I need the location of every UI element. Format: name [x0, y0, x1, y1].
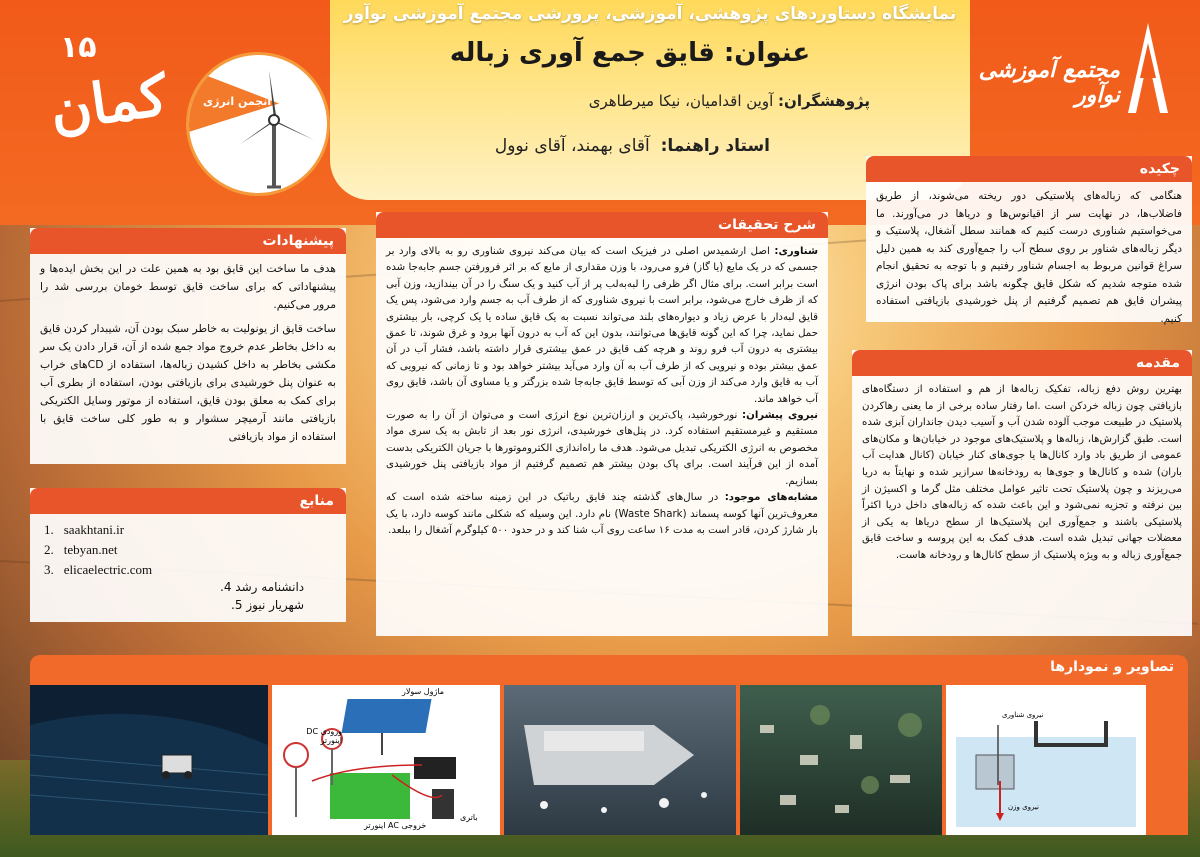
- source-num: 4.: [220, 580, 232, 594]
- gallery-heading: تصاویر و نمودارها: [1050, 659, 1174, 675]
- sources-fa-list: [220, 578, 304, 614]
- buoyancy-text: اصل ارشمیدس اصلی در فیزیک است که بیان می‌کند نیروی شناوری رو به بالای وارد بر جسمی که در یک مایع (یا گاز) فرو می‌رود، با وزن مقداری از مایع که بر اثر فرورفتن جسم جابه‌جا شده است برابر است. برای مثال اگر ظرفی را لبه‌به‌لب پر از آب کنید و یک سنگ را در آن بیندازید، وزن آبی که از ظرف خارج می‌شود، برابر است با نیروی شناوری که از طرف آب به جسم وارد می‌شود، پس یک قایق لبه‌دار با عرض زیاد و دیواره‌های بلند می‌تواند نسبت به یک قایق ساده یا یک کرچی، بار بیشتری حمل نماید، چرا که این گونه قایق‌ها می‌توانند، بدون این که آب به درون آنها برود و غرق شوند، تا عمق بیشتری به درون آب فرو روند و هرچه کف قایق در عمق بیشتری قرار داشته باشد، فشار آب در آن عمق بیشتر بوده و نیرویی که از طرف آب به آن وارد می‌آید بیشتر خواهد بود و تا زمانی که نیرویی که آب به قایق وارد می‌کند از وزن آبی که توسط قایق جابه‌جا شده بزرگتر و یا مساوی آن باشد، قایق روی آب خواهد ماند.: [386, 246, 818, 405]
- circuit-diagram-image: [272, 685, 500, 835]
- abstract-heading: چکیده: [866, 156, 1192, 182]
- boat-render-image: [30, 685, 268, 835]
- kamaan-number: ۱۵: [60, 30, 97, 65]
- buoyancy-label: نیروی شناوری: [1002, 711, 1044, 719]
- waste-shark-icon: [504, 685, 736, 835]
- intro-heading: مقدمه: [852, 350, 1192, 376]
- propulsion-label: نیروی پیشران:: [742, 410, 818, 422]
- dc-in-label: ورودی DC اینورتر: [306, 727, 342, 745]
- sources-en-list: [30, 514, 346, 586]
- source-item: [220, 578, 304, 596]
- pollution-image: [740, 685, 942, 835]
- similar-label: مشابه‌های موجود:: [724, 492, 818, 504]
- research-similar: [386, 490, 818, 539]
- school-brand: مجتمع آموزشی نوآور: [978, 58, 1120, 108]
- researchers-line: [589, 92, 870, 110]
- buoyancy-diagram-image: [946, 685, 1146, 835]
- wind-turbine-icon: [229, 65, 319, 190]
- source-link[interactable]: elicaelectric.com: [63, 562, 153, 577]
- gallery-band: [30, 655, 1188, 835]
- abstract-text: [866, 182, 1192, 334]
- suggestions-card: [30, 228, 346, 464]
- research-buoyancy: [386, 244, 818, 408]
- school-emblem-icon: [1118, 18, 1178, 118]
- suggestions-body: [30, 254, 346, 452]
- solar-module-label: ماژول سولار: [402, 687, 445, 696]
- source-item: 3. elicaelectric.com: [44, 560, 332, 580]
- research-propulsion: [386, 408, 818, 490]
- abstract-card: [866, 156, 1192, 325]
- similar-text: در سال‌های گذشته چند قایق رباتیک در این زمینه ساخته شده است که معروف‌ترین آنها کوسه پسماند (Waste Shark) نام دارد. این وسیله که شکلی مانند کوسه دارد، با یک بار شارژ کردن، قادر است به مدت ۱۶ ساعت روی آب شنا کند و در حدود ۵۰۰ کیلوگرم آشغال را ببلعد.: [386, 492, 819, 536]
- research-heading: شرح تحقیقات: [376, 212, 828, 238]
- ac-out-label: خروجی AC اینورتر: [364, 821, 427, 830]
- energy-club-badge: [186, 52, 330, 196]
- source-item: 1. saakhtani.ir: [44, 520, 332, 540]
- source-item: [220, 596, 304, 614]
- advisor-line: [495, 136, 770, 156]
- source-title: شهریار نیوز: [246, 598, 305, 612]
- waste-shark-image: [504, 685, 736, 835]
- source-link[interactable]: tebyan.net: [63, 542, 118, 557]
- buoyancy-diagram-icon: [946, 685, 1146, 835]
- suggestions-intro: هدف ما ساخت این قایق بود به همین علت در این بخش ایده‌ها و پیشنهاداتی که برای ساخت قایق توسط خومان بررسی شد را مرور می‌کنیم.: [40, 262, 336, 311]
- researchers-label: پژوهشگران:: [778, 92, 870, 110]
- source-title: دانشنامه رشد: [235, 580, 305, 594]
- intro-card: [852, 350, 1192, 636]
- abstract-paragraph: هنگامی که زباله‌های پلاستیکی دور ریخته می‌شوند، از طریق فاضلاب‌ها، در نهایت سر از اقیانوس‌ها و دریاها در می‌آورند. ما می‌خواستیم شناوری درست کنیم که همانند سطل آشغال، پلاستیک و دیگر زباله‌های شناور بر روی سطح آب را جمع‌آوری کند به همین دلیل سراغ قوانین مربوط به اجسام شناور رفتیم و با توجه به تحقیق انجام شده متوجه شدیم که شکل قایق چگونه باشد برای پاک بودن انرژی پیشران قایق هم تصمیم گرفتیم از پنل خورشیدی بازیافتی استفاده کنیم.: [876, 190, 1182, 325]
- research-body: [376, 238, 828, 545]
- advisor-names: آقای بهمند، آقای نوول: [494, 136, 650, 156]
- weight-label: نیروی وزن: [1008, 803, 1039, 811]
- school-logo: [978, 18, 1178, 128]
- sources-heading: منابع: [30, 488, 346, 514]
- sources-card: [30, 488, 346, 622]
- source-link[interactable]: saakhtani.ir: [63, 522, 125, 537]
- research-card: [376, 212, 828, 636]
- battery-label: باتری: [460, 813, 478, 822]
- propulsion-text: نورخورشید، پاک‌ترین و ارزان‌ترین نوع انرژی است و می‌توان از آن را به صورت مستقیم و غیرمستقیم استفاده کرد. در پنل‌های خورشیدی، انرژی نور بعد از تابش به یک سری مواد مخصوص به انرژی الکتریکی تبدیل می‌شود. هدف ما راه‌اندازی الکتروموتورها با جریان الکتریکی بدست آمده از این فرآیند است. برای پاک بودن بیشتر هم تصمیم گرفتیم از مواد بازیافتی پنل خورشیدی بسازیم.: [386, 410, 818, 487]
- source-item: 2. tebyan.net: [44, 540, 332, 560]
- plastic-pollution-icon: [740, 685, 942, 835]
- buoyancy-label: شناوری:: [774, 246, 818, 257]
- researchers-names: آوین اقدامیان، نیکا میرطاهری: [588, 92, 774, 110]
- kamaan-text: کمان: [45, 62, 172, 144]
- intro-paragraph: بهترین روش دفع زباله، تفکیک زباله‌ها از هم و استفاده از دستگاه‌های بازیافتی چون زباله خردکن است .اما رفتار ساده برخی از ما یعنی رهاکردن پلاستیک در طبیعت موجب آلوده شدن آب و آسیب دیدن جانداران آبزی شده است. طبق گزارش‌ها، زباله‌ها و پلاستیک‌های موجود در خیابان‌ها و مکان‌های عمومی از طریق باد وارد کانال‌ها یا جوی‌های کنار خیابان (کانال هدایت آب باران) شده و کانال‌ها و جوی‌ها به رودخانه‌ها سرازیر شده و نهایتاً به دریا می‌ریزند و چون پلاستیک تحت تاثیر عوامل مختلف مثل گرما و اکسیژن از بین نرفته و تجزیه نمی‌شود و این باعث شده که زباله‌های داخل دریا اکثراً پلاستیکی باشند و جمع‌آوری این پلاستیک‌ها از سطح دریاها به یکی از معضلات جهانی تبدیل شده است. هدف کمک به این پروسه و ساخت قایق جمع‌آوری زباله و به ویژه پلاستیک از سطح کانال‌ها و رودخانه هاست.: [862, 384, 1182, 561]
- boat-render-icon: [30, 685, 268, 835]
- exhibition-banner: نمایشگاه دستاوردهای پژوهشی، آموزشی، پرورشی مجتمع آموزشی نوآور: [343, 4, 957, 24]
- source-num: 5.: [231, 598, 243, 612]
- advisor-label: استاد راهنما:: [660, 136, 770, 156]
- intro-text: [852, 376, 1192, 571]
- poster-title: عنوان: قایق جمع آوری زباله: [449, 38, 811, 68]
- energy-club-label: انجمن انرژی: [203, 95, 272, 108]
- suggestions-list: ساخت قایق از یونولیت به خاطر سبک بودن آن، شیبدار کردن قایق به داخل بخاطر عدم خروج مواد جمع شده از آن، قرار دادن یک سر مکشی بخاطر به داخل کشیدن زباله‌ها، استفاده از CDهای خراب به عنوان پنل خورشیدی برای بازیافتی بودن، استفاده از بطری آب برای کمک به معلق بودن قایق، استفاده از موتور وسایل الکتریکی بازیافتی مانند آرمیچر سشوار و به طور کلی ساخت قایق با استفاده از مواد بازیافتی: [40, 322, 337, 443]
- suggestions-heading: پیشنهادات: [30, 228, 346, 254]
